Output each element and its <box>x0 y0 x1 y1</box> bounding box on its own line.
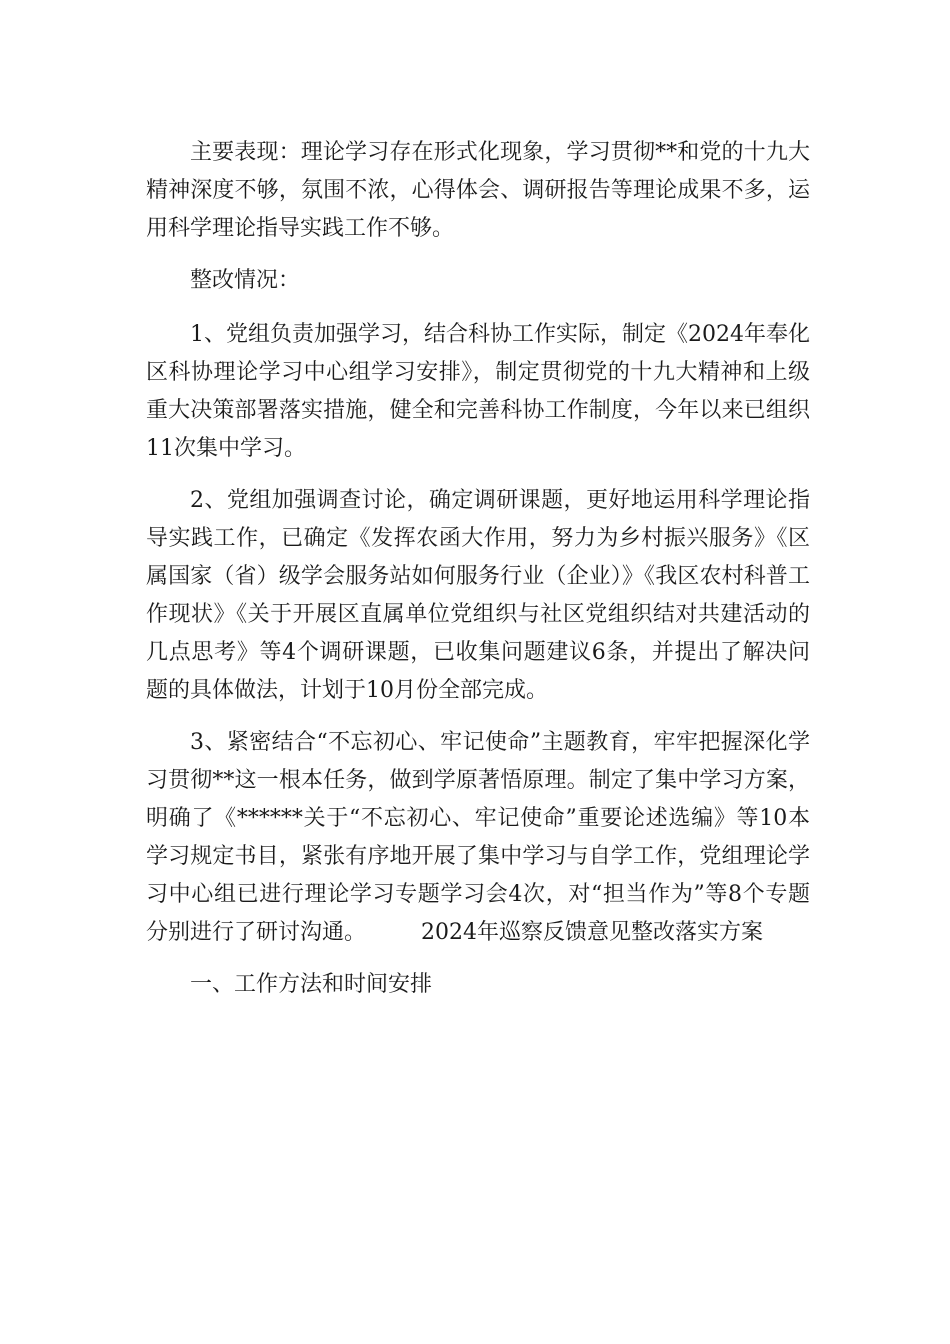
paragraph-rectification-heading: 整改情况： <box>190 268 301 293</box>
paragraph-item-2: 2、党组加强调查讨论，确定调研课题，更好地运用科学理论指导实践工作，已确定《发挥农函大作用，努力为乡村振兴服务》《区属国家（省）级学会服务站如何服务行业（企业）》《我区农村科普工作现状》《关于开展区直属单位党组织与社区党组织结对共建活动的几点思考》等4个调研课题，已收集问题建议6条，并提出了解决问题的具体做法，计划于10月份全部完成。 <box>146 488 810 703</box>
paragraph-item-3: 3、紧密结合“不忘初心、牢记使命”主题教育，牢牢把握深化学习贯彻**这一根本任务，做到学原著悟原理。制定了集中学习方案，明确了《******关于“不忘初心、牢记使命”重要论述选编》等10本学习规定书目，紧张有序地开展了集中学习与自学工作，党组理论学习中心组已进行理论学习专题学习会4次，对“担当作为”等8个专题分别进行了研讨沟通。 2024年巡察反馈意见整改落实方案 <box>146 730 810 945</box>
section-heading-work-methods: 一、工作方法和时间安排 <box>190 972 433 997</box>
paragraph-main-performance: 主要表现：理论学习存在形式化现象，学习贯彻**和党的十九大精神深度不够，氛围不浓，心得体会、调研报告等理论成果不多，运用科学理论指导实践工作不够。 <box>146 140 810 241</box>
document-body <box>146 134 810 1018</box>
paragraph-item-1: 1、党组负责加强学习，结合科协工作实际，制定《2024年奉化区科协理论学习中心组学习安排》，制定贯彻党的十九大精神和上级重大决策部署落实措施，健全和完善科协工作制度，今年以来已组织11次集中学习。 <box>146 322 810 461</box>
